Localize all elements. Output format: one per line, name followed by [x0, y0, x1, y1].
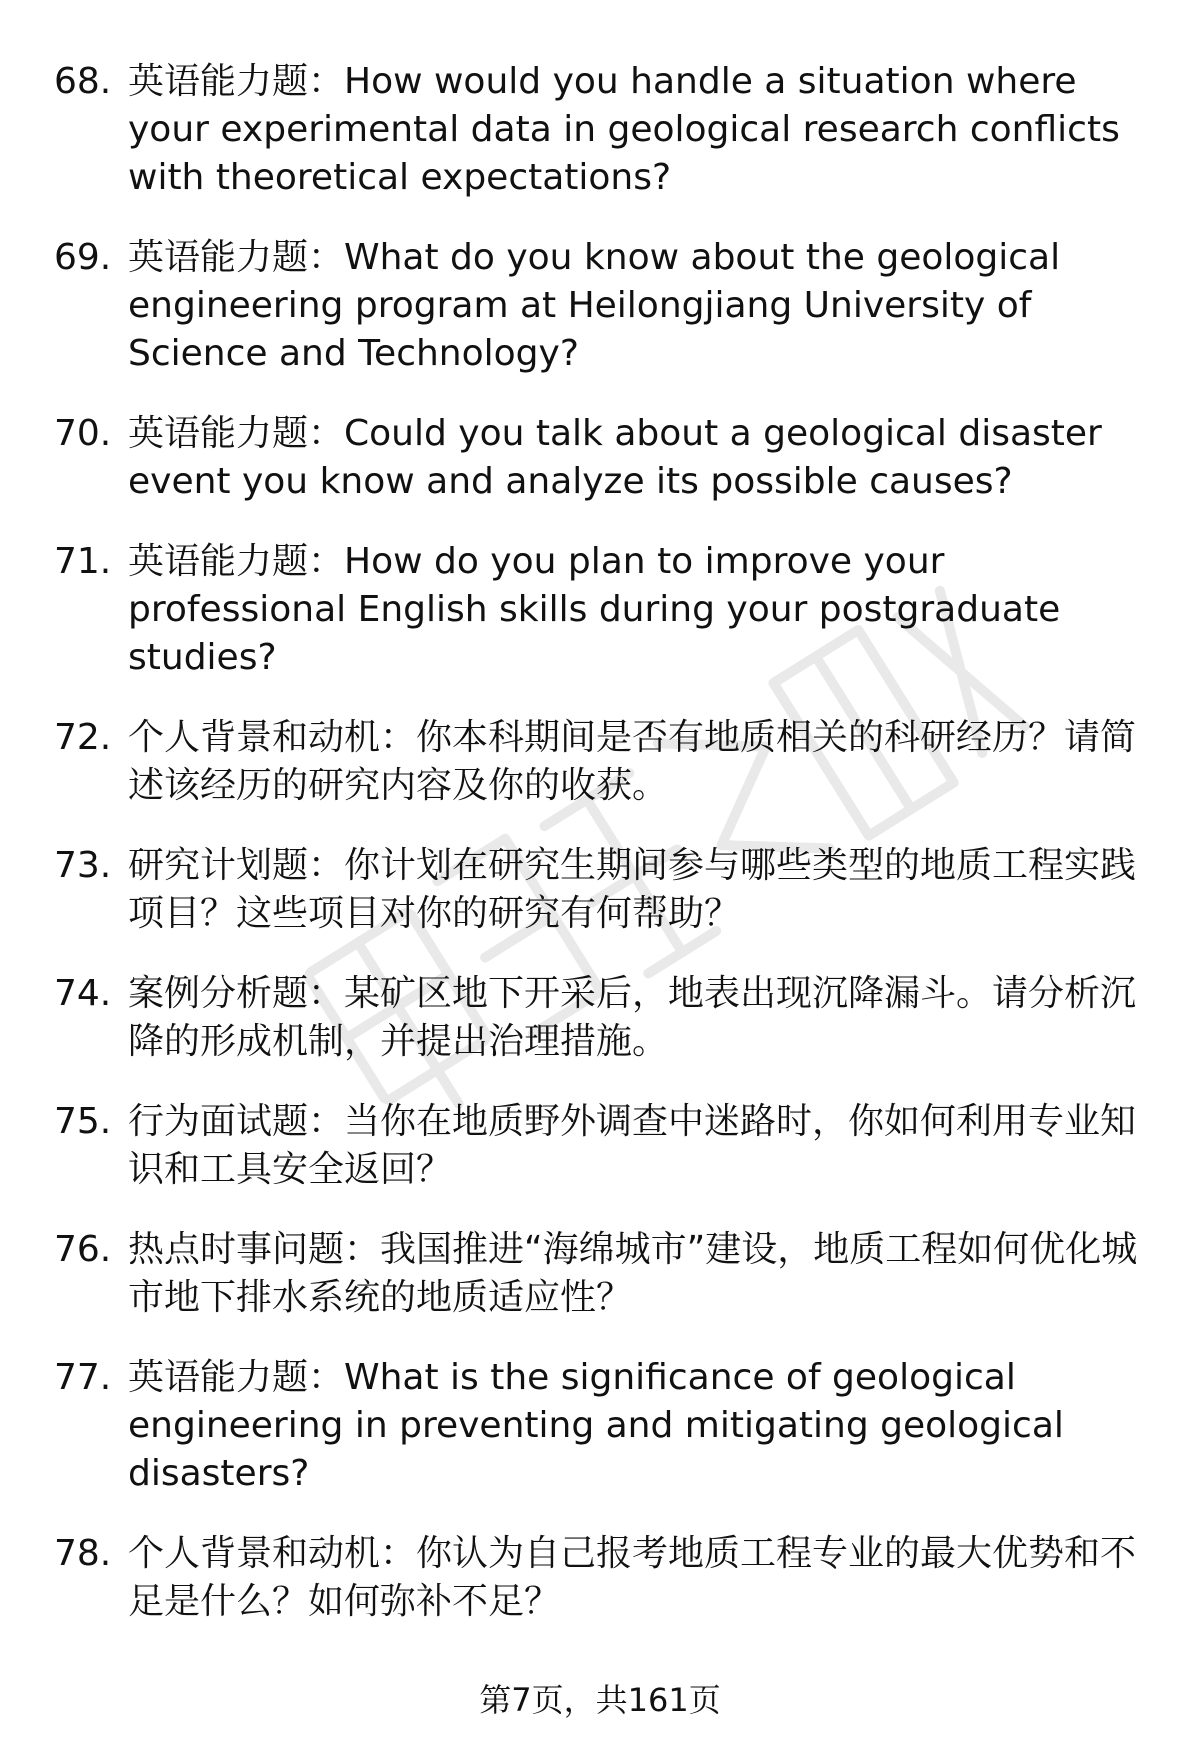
question-text: 英语能力题：What do you know about the geological engineering program at Heilongjiang University of Science and Technology? [128, 237, 1061, 374]
question-number: 68. [54, 61, 112, 102]
question-text: 研究计划题：你计划在研究生期间参与哪些类型的地质工程实践项目？这些项目对你的研究有何帮助？ [128, 845, 1137, 934]
list-item [0, 714, 1200, 810]
question-text: 英语能力题：What is the significance of geological engineering in preventing and mitigating geological disasters? [128, 1357, 1064, 1494]
list-item [0, 234, 1200, 378]
question-number: 70. [54, 413, 112, 454]
question-text: 英语能力题：Could you talk about a geological disaster event you know and analyze its possible causes? [128, 413, 1102, 502]
question-number: 78. [54, 1533, 112, 1574]
question-number: 69. [54, 237, 112, 278]
question-number: 77. [54, 1357, 112, 1398]
question-text: 英语能力题：How would you handle a situation where your experimental data in geological research conflicts with theoretical expectations? [128, 61, 1120, 198]
question-number: 74. [54, 973, 112, 1014]
list-item [0, 538, 1200, 682]
question-text: 热点时事问题：我国推进“海绵城市”建设，地质工程如何优化城市地下排水系统的地质适应性？ [128, 1229, 1138, 1318]
list-item [0, 1098, 1200, 1194]
question-list [0, 58, 1200, 1658]
list-item [0, 1226, 1200, 1322]
question-number: 76. [54, 1229, 112, 1270]
question-text: 英语能力题：How do you plan to improve your professional English skills during your postgraduate studies? [128, 541, 1061, 678]
question-text: 个人背景和动机：你认为自己报考地质工程专业的最大优势和不足是什么？如何弥补不足？ [128, 1533, 1137, 1622]
list-item [0, 58, 1200, 202]
list-item [0, 970, 1200, 1066]
question-number: 71. [54, 541, 112, 582]
question-number: 75. [54, 1101, 112, 1142]
question-text: 行为面试题：当你在地质野外调查中迷路时，你如何利用专业知识和工具安全返回？ [128, 1101, 1137, 1190]
list-item [0, 410, 1200, 506]
question-number: 72. [54, 717, 112, 758]
question-number: 73. [54, 845, 112, 886]
list-item [0, 1354, 1200, 1498]
question-text: 个人背景和动机：你本科期间是否有地质相关的科研经历？请简述该经历的研究内容及你的收获。 [128, 717, 1137, 806]
question-text: 案例分析题：某矿区地下开采后，地表出现沉降漏斗。请分析沉降的形成机制，并提出治理措施。 [128, 973, 1137, 1062]
page-footer: 第7页，共161页 [479, 1681, 721, 1719]
list-item [0, 1530, 1200, 1626]
list-item [0, 842, 1200, 938]
